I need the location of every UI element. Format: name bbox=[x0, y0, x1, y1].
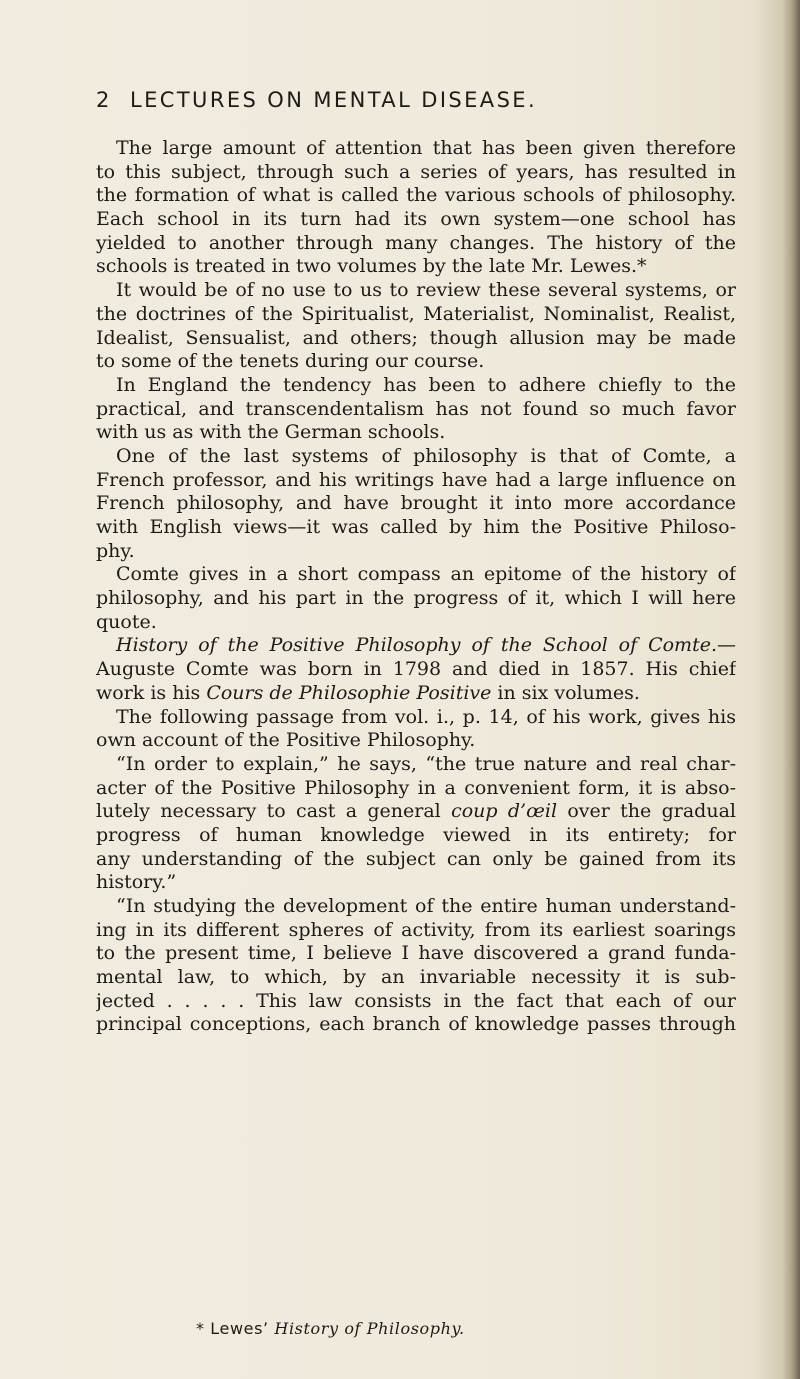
italic-phrase: coup d’œil bbox=[451, 800, 558, 823]
text-line: to this subject, through such a series of years, has resulted in bbox=[96, 160, 736, 183]
text-line: acter of the Positive Philosophy in a convenient form, it is abso- bbox=[96, 776, 736, 799]
text-fragment: — bbox=[717, 634, 736, 657]
text-fragment: over the gradual bbox=[557, 800, 736, 823]
text-line: phy. bbox=[96, 539, 135, 562]
text-line: Auguste Comte was born in 1798 and died in 1857. His chief bbox=[96, 658, 736, 681]
text-line: jected . . . . . This law consists in the fact that each of our bbox=[96, 989, 736, 1012]
text-line: One of the last systems of philosophy is that of Comte, a bbox=[116, 444, 736, 467]
text-line: mental law, to which, by an invariable necessity it is sub- bbox=[96, 966, 736, 989]
footnote-title: History of Philosophy. bbox=[274, 1319, 465, 1338]
text-line: any understanding of the subject can only be gained from its bbox=[96, 847, 736, 870]
text-line: “In order to explain,” he says, “the true nature and real char- bbox=[116, 752, 736, 775]
text-line: history.” bbox=[96, 871, 177, 894]
text-line: The large amount of attention that has been given therefore bbox=[116, 137, 736, 159]
text-line: own account of the Positive Philosophy. bbox=[96, 729, 476, 752]
text-line: yielded to another through many changes. The history of the bbox=[96, 231, 736, 254]
text-line: It would be of no use to us to review these several systems, or bbox=[116, 279, 736, 302]
footnote bbox=[196, 1319, 465, 1339]
text-line: French philosophy, and have brought it into more accordance bbox=[96, 492, 736, 515]
text-line bbox=[96, 800, 736, 824]
text-line: Each school in its turn had its own system—one school has bbox=[96, 208, 736, 231]
text-line: to some of the tenets during our course. bbox=[96, 350, 485, 373]
text-line bbox=[96, 682, 736, 706]
text-fragment: in six volumes. bbox=[491, 681, 640, 704]
text-line: progress of human knowledge viewed in its entirety; for bbox=[96, 823, 736, 846]
text-fragment: work is his bbox=[96, 681, 207, 704]
text-line: The following passage from vol. i., p. 14, of his work, gives his bbox=[116, 705, 736, 728]
italic-phrase: Cours de Philosophie Positive bbox=[206, 681, 492, 704]
text-line: with us as with the German schools. bbox=[96, 421, 446, 444]
page-number: 2 bbox=[96, 88, 111, 112]
text-fragment: lutely necessary to cast a general bbox=[96, 800, 452, 823]
italic-phrase: History of the Positive Philosophy of the School of Comte. bbox=[116, 634, 717, 657]
text-line: philosophy, and his part in the progress of it, which I will here bbox=[96, 587, 736, 610]
text-line: Idealist, Sensualist, and others; though allusion may be made bbox=[96, 326, 736, 349]
text-line: with English views—it was called by him the Positive Philoso- bbox=[96, 516, 736, 538]
text-line: quote. bbox=[96, 610, 157, 633]
page-binding-shadow bbox=[782, 0, 800, 1379]
text-line bbox=[96, 634, 736, 658]
text-line: ing in its different spheres of activity, from its earliest soarings bbox=[96, 918, 736, 941]
running-head bbox=[96, 88, 736, 128]
text-line: the doctrines of the Spiritualist, Materialist, Nominalist, Realist, bbox=[96, 302, 736, 325]
text-line: schools is treated in two volumes by the late Mr. Lewes.* bbox=[96, 255, 647, 278]
text-line: Comte gives in a short compass an epitome of the history of bbox=[116, 563, 736, 586]
footnote-marker: * Lewes’ bbox=[196, 1319, 275, 1338]
text-line: In England the tendency has been to adhere chiefly to the bbox=[116, 373, 736, 396]
text-line: to the present time, I believe I have discovered a grand funda- bbox=[96, 942, 736, 965]
text-line: principal conceptions, each branch of knowledge passes through bbox=[96, 1013, 736, 1036]
running-title: LECTURES ON MENTAL DISEASE. bbox=[130, 88, 538, 112]
text-line: the formation of what is called the various schools of philosophy. bbox=[96, 184, 736, 207]
body-text bbox=[96, 137, 736, 1037]
text-line: French professor, and his writings have had a large influence on bbox=[96, 468, 736, 491]
text-line: “In studying the development of the entire human understand- bbox=[116, 895, 736, 917]
text-line: practical, and transcendentalism has not found so much favor bbox=[96, 397, 736, 420]
